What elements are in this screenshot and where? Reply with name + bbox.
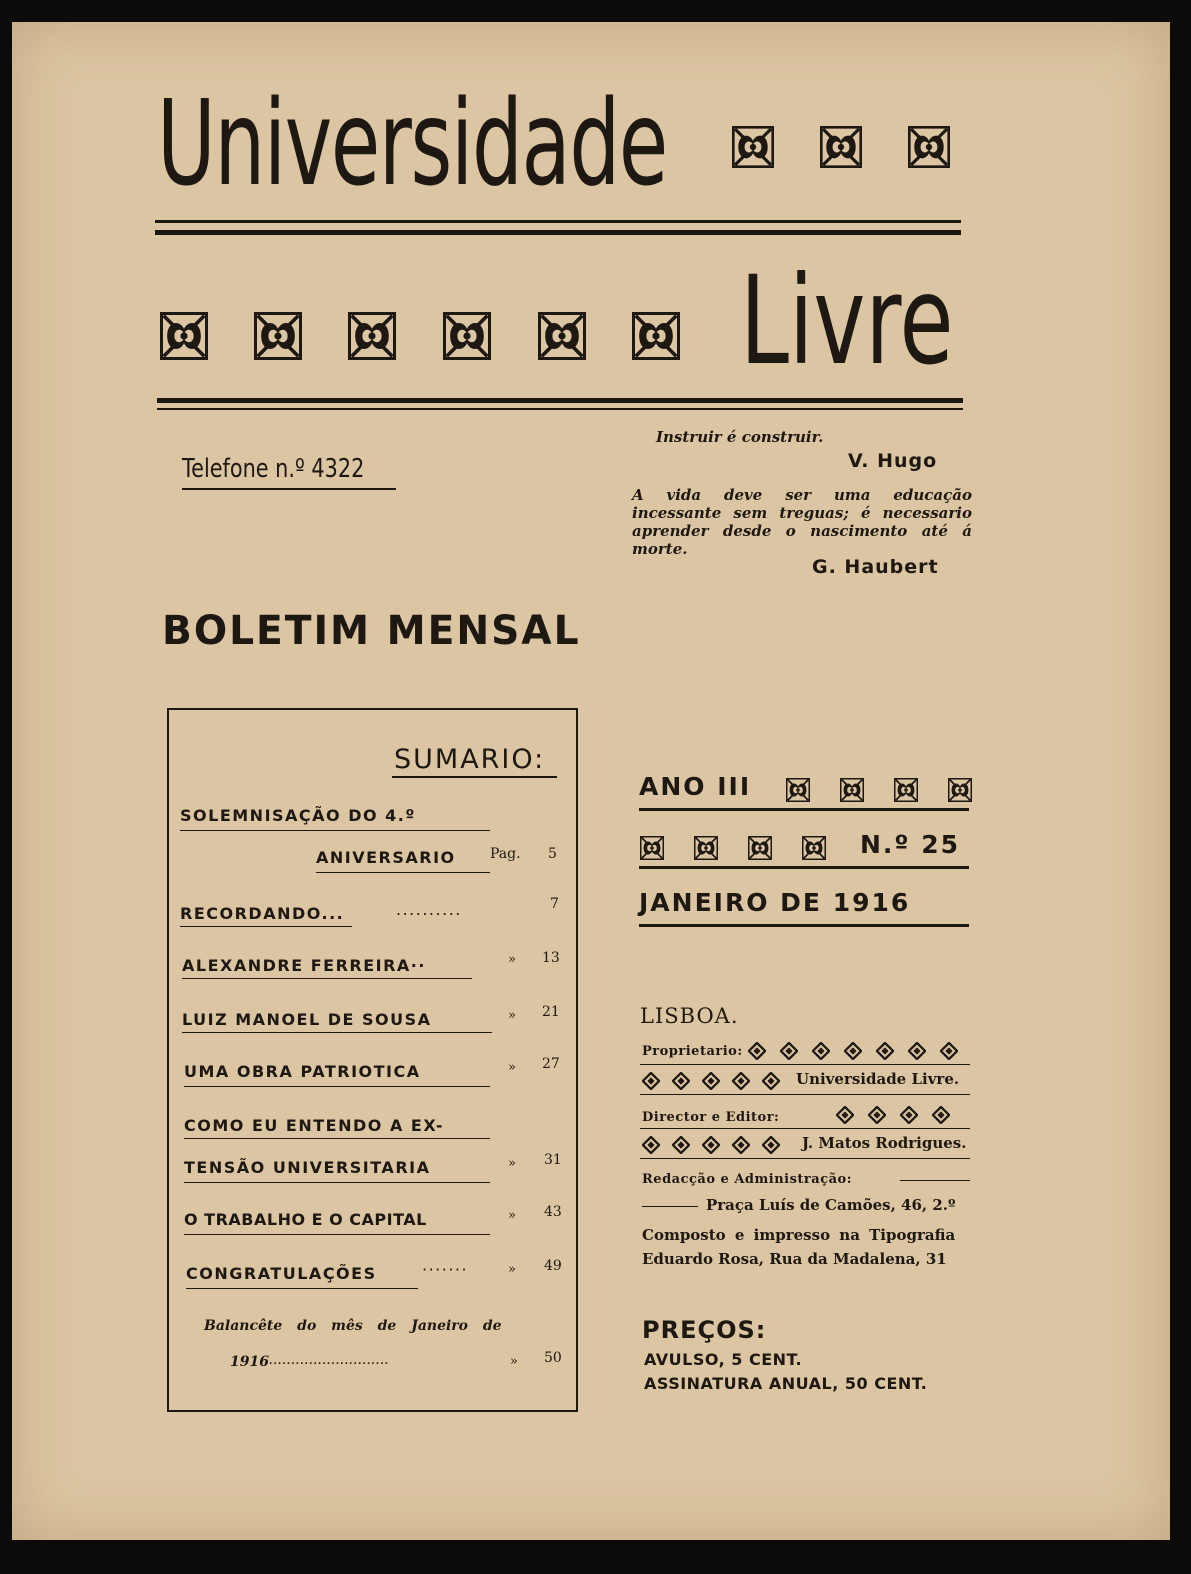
- proprietario-name: Universidade Livre.: [796, 1070, 960, 1088]
- balancete-line1: Balancête do mês de Janeiro de: [204, 1318, 502, 1334]
- redaccao-dash: [900, 1180, 970, 1181]
- issue-rule: [639, 808, 969, 811]
- toc-item-7-title: O TRABALHO E O CAPITAL: [184, 1210, 427, 1229]
- quote-hugo-text: Instruir é construir.: [656, 428, 824, 446]
- issue-numero: N.º 25: [860, 830, 961, 859]
- diamond-ornament-icon: [932, 1106, 950, 1124]
- toc-item-2-page: 7: [550, 896, 559, 912]
- floral-ornament-icon: [694, 836, 718, 860]
- diamond-ornament-icon: [762, 1072, 780, 1090]
- redaccao-label: Redacção e Administração:: [642, 1172, 853, 1187]
- diamond-ornament-icon: [732, 1136, 750, 1154]
- toc-item-5-title: UMA OBRA PATRIOTICA: [184, 1062, 421, 1081]
- balancete-line2: 1916: [230, 1354, 269, 1370]
- director-name: J. Matos Rodrigues.: [802, 1134, 967, 1152]
- floral-ornament-icon: [894, 778, 918, 802]
- precos-avulso: AVULSO, 5 CENT.: [644, 1350, 803, 1369]
- diamond-ornament-icon: [702, 1072, 720, 1090]
- toc-item-5-page: 27: [542, 1056, 560, 1072]
- masthead-title-line1: Universidade: [157, 74, 667, 212]
- diamond-ornament-icon: [868, 1106, 886, 1124]
- diamond-ornament-icon: [908, 1042, 926, 1060]
- proprietario-label: Proprietario:: [642, 1044, 743, 1059]
- imprint-city: LISBOA.: [640, 1004, 739, 1028]
- telefone: Telefone n.º 4322: [182, 454, 365, 484]
- floral-ornament-icon: [748, 836, 772, 860]
- print-line2: Eduardo Rosa, Rua da Madalena, 31: [642, 1250, 947, 1268]
- floral-ornament-icon: [802, 836, 826, 860]
- imprint-rule: [640, 1094, 970, 1095]
- toc-item-2-leader: ..........: [396, 900, 462, 919]
- diamond-ornament-icon: [762, 1136, 780, 1154]
- toc-item-underline: [316, 872, 490, 873]
- masthead-rule-bottom-thick: [157, 398, 963, 403]
- toc-item-8-title: CONGRATULAÇÕES: [186, 1264, 377, 1283]
- quote-hugo-author: V. Hugo: [848, 450, 938, 472]
- diamond-ornament-icon: [732, 1072, 750, 1090]
- balancete-leader: ............................: [264, 1352, 389, 1368]
- boletim-heading: BOLETIM MENSAL: [162, 608, 581, 654]
- diamond-ornament-icon: [940, 1042, 958, 1060]
- diamond-ornament-icon: [748, 1042, 766, 1060]
- toc-item-1-page: 5: [548, 846, 557, 862]
- toc-item-underline: [180, 830, 490, 831]
- floral-ornament-icon: [254, 312, 302, 360]
- toc-item-1-cont: ANIVERSARIO: [316, 848, 456, 867]
- floral-ornament-icon: [443, 312, 491, 360]
- balancete-page: 50: [544, 1350, 562, 1366]
- masthead-title-line2: Livre: [740, 250, 954, 392]
- floral-ornament-icon: [908, 126, 950, 168]
- diamond-ornament-icon: [672, 1136, 690, 1154]
- diamond-ornament-icon: [876, 1042, 894, 1060]
- toc-item-2-title: RECORDANDO...: [180, 904, 345, 923]
- toc-item-7-page: 43: [544, 1204, 562, 1220]
- toc-item-4-mark: »: [508, 1008, 516, 1023]
- diamond-ornament-icon: [900, 1106, 918, 1124]
- imprint-rule: [640, 1158, 970, 1159]
- floral-ornament-icon: [820, 126, 862, 168]
- toc-item-3-mark: »: [508, 952, 516, 967]
- director-label: Director e Editor:: [642, 1110, 780, 1125]
- sumario-title: SUMARIO:: [394, 744, 546, 775]
- redaccao-dash: [642, 1206, 698, 1207]
- issue-date: JANEIRO DE 1916: [639, 888, 911, 917]
- toc-item-6-mark: »: [508, 1156, 516, 1171]
- toc-item-underline: [184, 1182, 490, 1183]
- floral-ornament-icon: [538, 312, 586, 360]
- sumario-title-underline: [392, 776, 557, 778]
- toc-item-8-page: 49: [544, 1258, 562, 1274]
- floral-ornament-icon: [840, 778, 864, 802]
- toc-item-4-page: 21: [542, 1004, 560, 1020]
- diamond-ornament-icon: [702, 1136, 720, 1154]
- toc-item-1-title: SOLEMNISAÇÃO DO 4.º: [180, 806, 416, 825]
- floral-ornament-icon: [160, 312, 208, 360]
- precos-assinatura: ASSINATURA ANUAL, 50 CENT.: [644, 1374, 928, 1393]
- quote-haubert-author: G. Haubert: [812, 556, 939, 578]
- telefone-underline: [182, 488, 396, 490]
- masthead-rule-top: [155, 220, 961, 223]
- precos-title: PREÇOS:: [642, 1316, 767, 1344]
- floral-ornament-icon: [632, 312, 680, 360]
- toc-item-3-page: 13: [542, 950, 560, 966]
- diamond-ornament-icon: [672, 1072, 690, 1090]
- balancete-mark: »: [510, 1354, 518, 1369]
- toc-item-underline: [180, 926, 352, 927]
- toc-item-7-mark: »: [508, 1208, 516, 1223]
- masthead-rule-top-thick: [155, 230, 961, 235]
- issue-rule: [639, 866, 969, 869]
- toc-item-8-leader: ·······: [422, 1260, 469, 1279]
- issue-ano: ANO III: [639, 772, 752, 801]
- floral-ornament-icon: [640, 836, 664, 860]
- masthead-rule-bottom: [157, 408, 963, 410]
- diamond-ornament-icon: [780, 1042, 798, 1060]
- toc-item-underline: [186, 1288, 418, 1289]
- newsletter-cover: [12, 22, 1170, 1540]
- toc-item-5-mark: »: [508, 1060, 516, 1075]
- toc-item-underline: [184, 1138, 490, 1139]
- toc-item-3-title: ALEXANDRE FERREIRA··: [182, 956, 426, 975]
- quote-haubert-text: A vida deve ser uma educação incessante sem treguas; é necessario aprender desde o nascimento até á morte.: [632, 486, 972, 558]
- toc-item-1-pag-label: Pag.: [490, 846, 521, 862]
- floral-ornament-icon: [786, 778, 810, 802]
- imprint-rule: [640, 1064, 970, 1065]
- diamond-ornament-icon: [642, 1136, 660, 1154]
- toc-item-6-page: 31: [544, 1152, 562, 1168]
- floral-ornament-icon: [948, 778, 972, 802]
- toc-item-underline: [182, 978, 472, 979]
- toc-item-underline: [184, 1086, 490, 1087]
- toc-item-6-title: COMO EU ENTENDO A EX-: [184, 1116, 444, 1135]
- diamond-ornament-icon: [642, 1072, 660, 1090]
- toc-item-6-cont: TENSÃO UNIVERSITARIA: [184, 1158, 431, 1177]
- toc-item-8-mark: »: [508, 1262, 516, 1277]
- diamond-ornament-icon: [812, 1042, 830, 1060]
- imprint-rule: [640, 1128, 970, 1129]
- toc-item-underline: [184, 1234, 490, 1235]
- floral-ornament-icon: [732, 126, 774, 168]
- diamond-ornament-icon: [844, 1042, 862, 1060]
- floral-ornament-icon: [348, 312, 396, 360]
- toc-item-4-title: LUIZ MANOEL DE SOUSA: [182, 1010, 432, 1029]
- diamond-ornament-icon: [836, 1106, 854, 1124]
- redaccao-address: Praça Luís de Camões, 46, 2.º: [706, 1196, 956, 1214]
- issue-rule: [639, 924, 969, 927]
- print-line1: Composto e impresso na Tipografia: [642, 1226, 956, 1244]
- toc-item-underline: [182, 1032, 492, 1033]
